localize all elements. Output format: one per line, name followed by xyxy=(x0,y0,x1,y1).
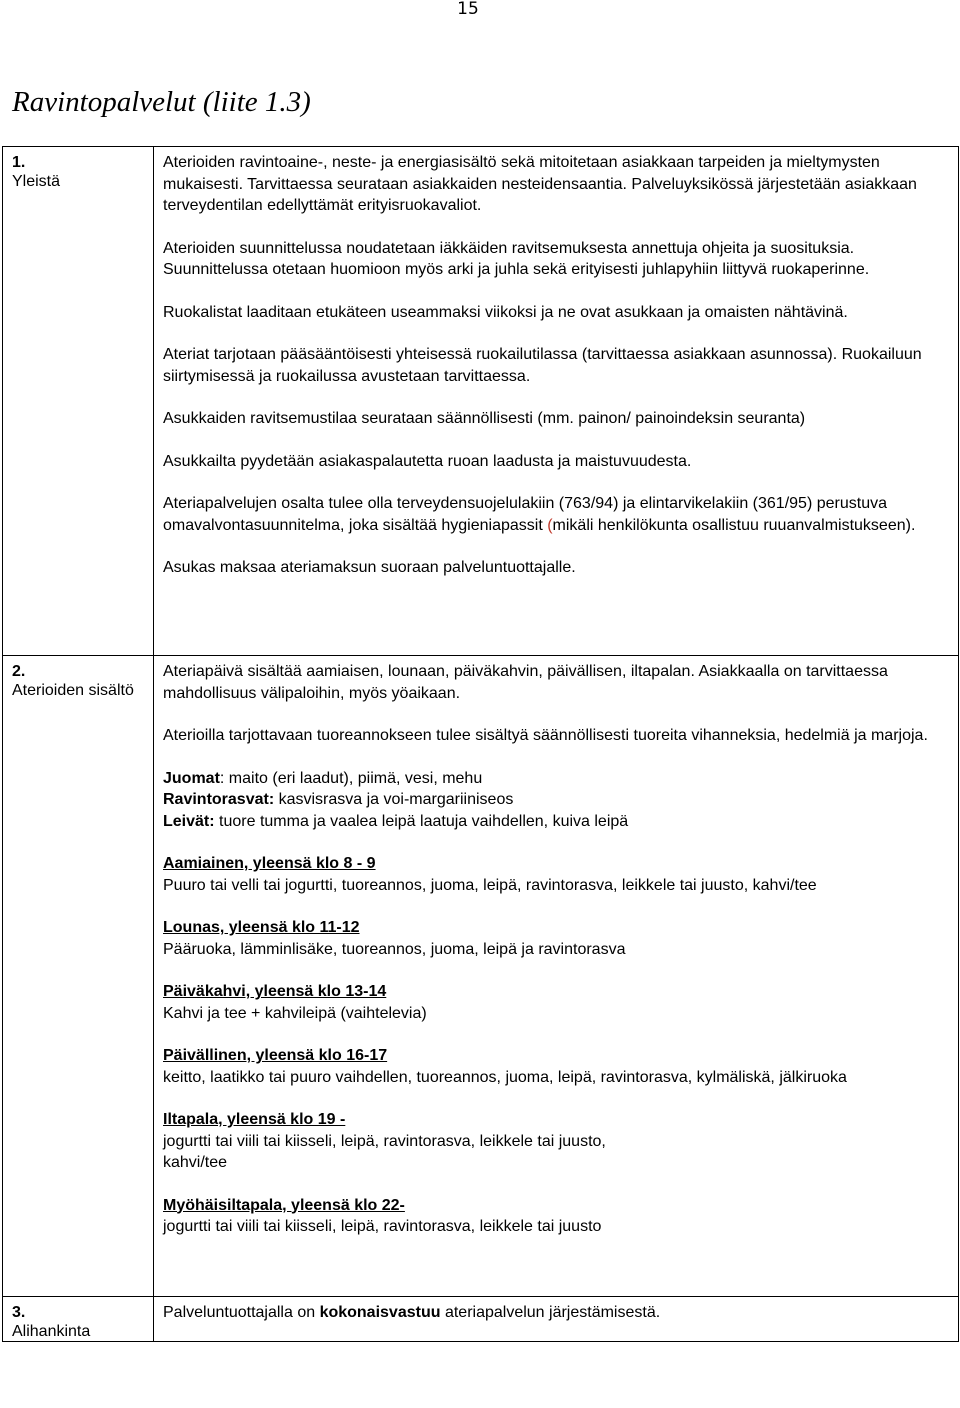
paragraph: Aterioiden ravintoaine-, neste- ja energiasisältö sekä mitoitetaan asiakkaan tarpeiden ja mieltymysten mukaisesti. Tarvittaessa seurataan asiakkaiden nesteidensaantia. Palveluyksikössä järjestetään asiakkaan terveydentilan edellyttämät erityisruokavaliot. xyxy=(163,154,917,214)
fats-text: kasvisrasva ja voi-margariiniseos xyxy=(274,791,514,808)
table-row-subcontracting xyxy=(3,1297,959,1342)
paragraph: Asukkaiden ravitsemustilaa seurataan säännöllisesti (mm. painon/ painoindeksin seuranta) xyxy=(163,410,806,427)
meal-afternoon-coffee xyxy=(163,981,950,1024)
legal-paragraph xyxy=(163,493,950,536)
intro-paragraph: Ateriapäivä sisältää aamiaisen, lounaan, päiväkahvin, päivällisen, iltapalan. Asiakkaalla on tarvittaessa mahdollisuus välipaloihin, myös yöaikaan. xyxy=(163,663,888,702)
meal-lunch xyxy=(163,917,950,960)
meal-description: keitto, laatikko tai puuro vaihdellen, tuoreannos, juoma, leipä, ravintorasva, kylmäliskä, jälkiruoka xyxy=(163,1068,847,1086)
meal-late-snack xyxy=(163,1195,950,1238)
row-label-meal-content xyxy=(3,656,154,1297)
legal-text-continued: mikäli henkilökunta osallistuu ruuanvalmistukseen). xyxy=(552,516,916,534)
meal-dinner xyxy=(163,1045,950,1088)
meal-breakfast xyxy=(163,853,950,896)
row-number: 3. xyxy=(12,1304,26,1321)
breads-label: Leivät: xyxy=(163,812,215,830)
meal-evening-snack xyxy=(163,1109,950,1174)
fresh-paragraph: Aterioilla tarjottavaan tuoreannokseen tulee sisältyä säännöllisesti tuoreita vihanneksia, hedelmiä ja marjoja. xyxy=(163,727,928,744)
row-content-general xyxy=(154,147,959,656)
subcontracting-paragraph xyxy=(163,1302,950,1324)
meal-heading: Päivällinen, yleensä klo 16-17 xyxy=(163,1047,388,1064)
row-content-subcontracting xyxy=(154,1297,959,1342)
legal-text: Ateriapalvelujen osalta tulee olla terveydensuojelulakiin (763/94) ja elintarvikelakiin (361/95) perustuva omavalvontasuunnitelma, joka sisältää hygieniapassit xyxy=(163,495,887,534)
row-title: Alihankinta xyxy=(12,1323,91,1340)
meal-description: Puuro tai velli tai jogurtti, tuoreannos, juoma, leipä, ravintorasva, leikkele tai juusto, kahvi/tee xyxy=(163,876,817,894)
fats-line xyxy=(163,789,950,811)
row-content-meal-content xyxy=(154,656,959,1297)
meal-heading: Lounas, yleensä klo 11-12 xyxy=(163,919,360,936)
service-table xyxy=(2,146,959,1342)
text: Palveluntuottajalla on xyxy=(163,1304,320,1321)
row-title: Yleistä xyxy=(12,173,61,190)
meal-description: jogurtti tai viili tai kiisseli, leipä, ravintorasva, leikkele tai juusto, xyxy=(163,1132,606,1150)
text: ateriapalvelun järjestämisestä. xyxy=(440,1304,661,1321)
fats-label: Ravintorasvat: xyxy=(163,791,275,808)
meal-description: Kahvi ja tee + kahvileipä (vaihtelevia) xyxy=(163,1004,427,1022)
row-number: 2. xyxy=(12,663,26,680)
drinks-text: : maito (eri laadut), piimä, vesi, mehu xyxy=(219,769,483,787)
meal-description: Pääruoka, lämminlisäke, tuoreannos, juoma, leipä ja ravintorasva xyxy=(163,940,626,958)
breads-text: tuore tumma ja vaalea leipä laatuja vaihdellen, kuiva leipä xyxy=(214,812,629,830)
page-number: 15 xyxy=(457,0,479,19)
meal-description: kahvi/tee xyxy=(163,1154,228,1171)
paragraph: Ruokalistat laaditaan etukäteen useammaksi viikoksi ja ne ovat asukkaan ja omaisten nähtävinä. xyxy=(163,303,848,321)
table-row-meal-content xyxy=(3,656,959,1297)
drinks-label: Juomat xyxy=(163,769,220,787)
row-label-general xyxy=(3,147,154,656)
paragraph: Asukkailta pyydetään asiakaspalautetta ruoan laadusta ja maistuvuudesta. xyxy=(163,452,692,470)
meal-heading: Myöhäisiltapala, yleensä klo 22- xyxy=(163,1196,405,1214)
red-parenthesis: ( xyxy=(547,516,553,534)
payment-paragraph: Asukas maksaa ateriamaksun suoraan palveluntuottajalle. xyxy=(163,559,576,576)
table-row-general xyxy=(3,147,959,656)
row-label-subcontracting xyxy=(3,1297,154,1342)
paragraph: Ateriat tarjotaan pääsääntöisesti yhteisessä ruokailutilassa (tarvittaessa asiakkaan asunnossa). Ruokailuun siirtymisessä ja ruokailussa avustetaan tarvittaessa. xyxy=(163,346,922,385)
food-categories xyxy=(163,768,950,833)
emphasis-text: kokonaisvastuu xyxy=(319,1304,441,1321)
document-title: Ravintopalvelut (liite 1.3) xyxy=(12,86,311,118)
meal-description: jogurtti tai viili tai kiisseli, leipä, ravintorasva, leikkele tai juusto xyxy=(163,1218,602,1235)
meal-heading: Päiväkahvi, yleensä klo 13-14 xyxy=(163,983,387,1000)
meal-heading: Aamiainen, yleensä klo 8 - 9 xyxy=(163,855,376,872)
row-title: Aterioiden sisältö xyxy=(12,682,134,699)
drinks-line xyxy=(163,768,950,790)
meal-heading: Iltapala, yleensä klo 19 - xyxy=(163,1111,346,1128)
paragraph: Aterioiden suunnittelussa noudatetaan iäkkäiden ravitsemuksesta annettuja ohjeita ja suosituksia. Suunnittelussa otetaan huomioon myös arki ja juhla sekä erityisesti juhlapyhiin liittyvä ruokaperinne. xyxy=(163,239,870,278)
row-number: 1. xyxy=(12,154,26,171)
breads-line xyxy=(163,811,950,833)
